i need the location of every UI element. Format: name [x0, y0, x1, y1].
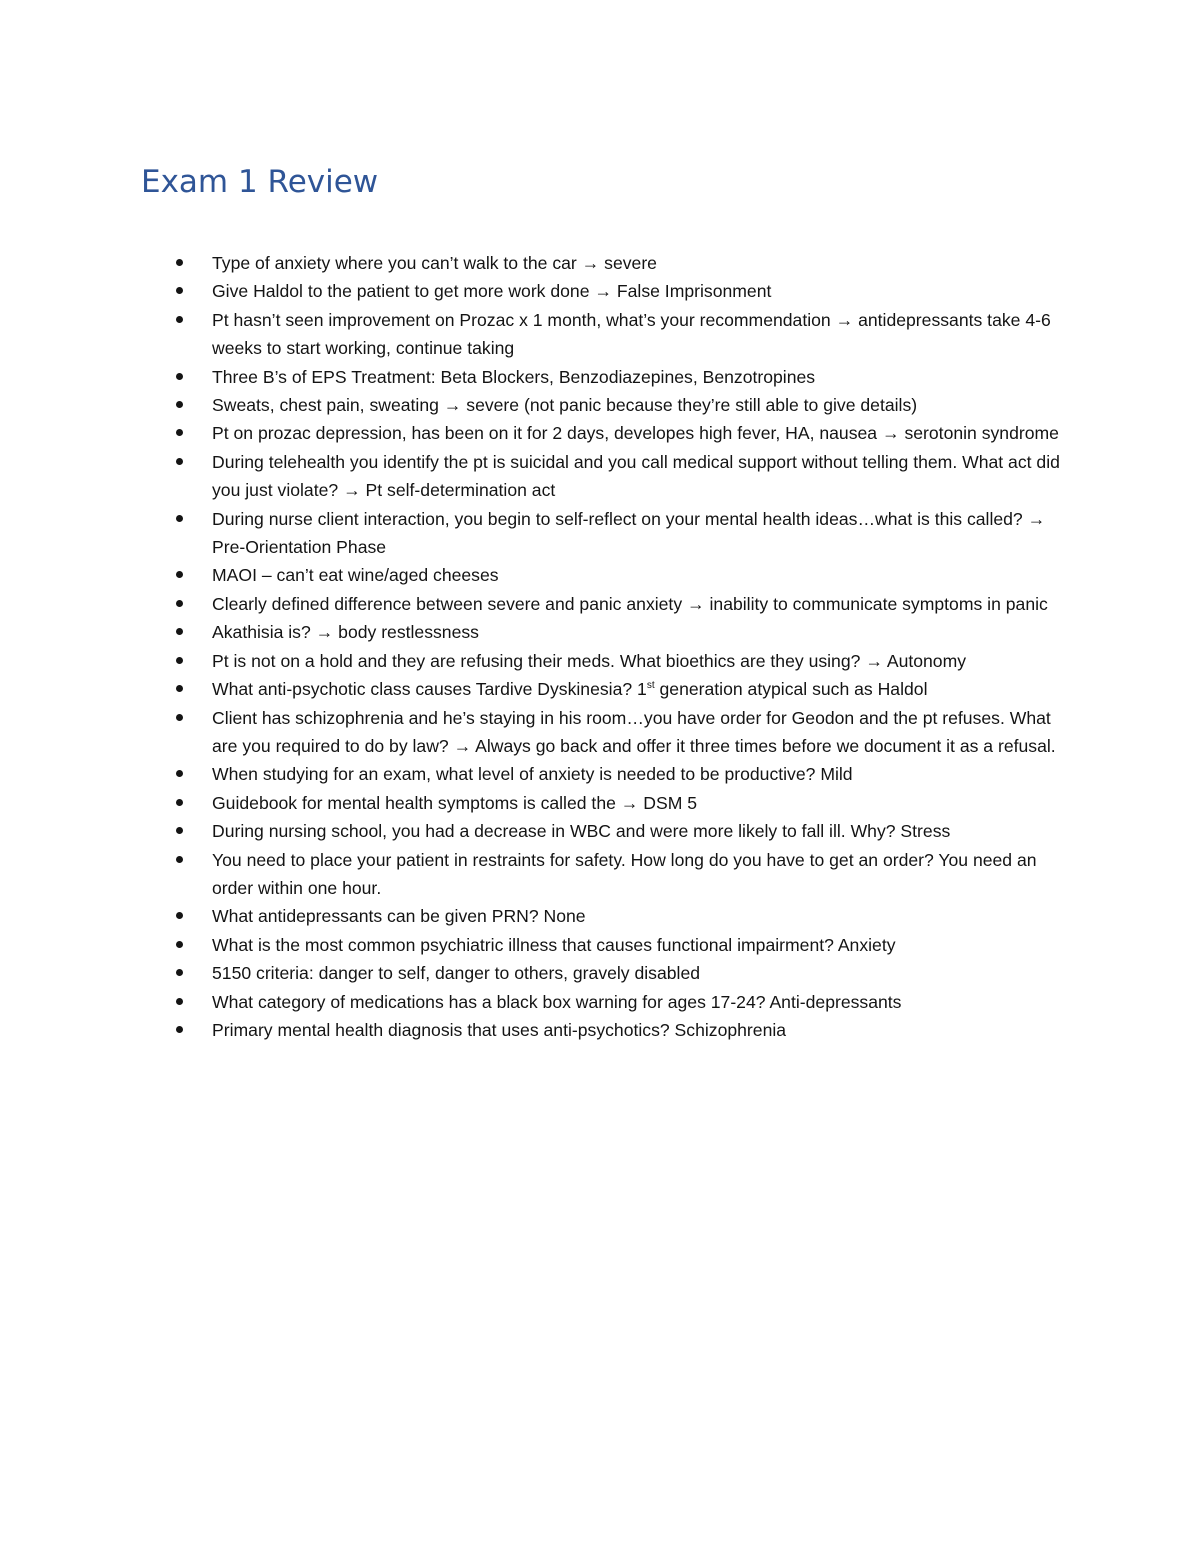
item-answer: Autonomy — [886, 650, 967, 671]
list-item — [212, 448, 1072, 505]
item-question: Pt hasn’t seen improvement on Prozac x 1 month, what’s your recommendation — [212, 309, 831, 330]
list-item — [212, 505, 1072, 562]
list-item — [212, 618, 1072, 646]
item-answer: serotonin syndrome — [904, 423, 1059, 444]
list-item — [212, 590, 1072, 618]
bullet-icon — [176, 429, 183, 436]
list-item — [212, 988, 1072, 1016]
review-list — [212, 249, 1072, 1044]
list-item — [212, 817, 1072, 845]
list-item — [212, 306, 1072, 363]
list-item — [212, 789, 1072, 817]
item-text: When studying for an exam, what level of anxiety is needed to be productive? Mild — [212, 764, 853, 785]
arrow-icon: → — [594, 281, 612, 302]
bullet-icon — [176, 941, 183, 948]
page-title: Exam 1 Review — [141, 164, 379, 200]
arrow-icon: → — [315, 622, 334, 643]
arrow-icon: → — [687, 593, 705, 614]
item-text: Three B’s of EPS Treatment: Beta Blockers, Benzodiazepines, Benzotropines — [212, 366, 816, 387]
bullet-icon — [176, 856, 183, 863]
bullet-icon — [176, 998, 183, 1005]
bullet-icon — [176, 714, 183, 721]
list-item — [212, 1016, 1072, 1044]
item-answer: Pt self-determination act — [365, 480, 556, 501]
item-text: What category of medications has a black box warning for ages 17-24? Anti-depressants — [212, 991, 902, 1012]
arrow-icon: → — [620, 792, 639, 813]
bullet-icon — [176, 969, 183, 976]
item-question: Pt is not on a hold and they are refusing their meds. What bioethics are they using? — [212, 650, 861, 671]
bullet-icon — [176, 373, 183, 380]
list-item — [212, 277, 1072, 305]
item-text: You need to place your patient in restraints for safety. How long do you have to get an order? You need an order within one hour. — [212, 849, 1037, 898]
bullet-icon — [176, 458, 183, 465]
arrow-icon: → — [343, 480, 361, 501]
list-item — [212, 846, 1072, 903]
item-text-start: What anti-psychotic class causes Tardive Dyskinesia? 1 — [212, 679, 647, 700]
list-item — [212, 675, 1072, 703]
item-text: What antidepressants can be given PRN? None — [212, 906, 586, 927]
item-question: Sweats, chest pain, sweating — [212, 395, 439, 416]
bullet-icon — [176, 1026, 183, 1033]
arrow-icon: → — [865, 650, 883, 671]
list-item — [212, 363, 1072, 391]
arrow-icon: → — [835, 309, 854, 330]
list-item — [212, 760, 1072, 788]
item-question: During nurse client interaction, you begin to self-reflect on your mental health ideas…what is this called? — [212, 508, 1023, 529]
item-answer: DSM 5 — [643, 792, 698, 813]
bullet-icon — [176, 259, 183, 266]
item-answer: body restlessness — [338, 622, 479, 643]
item-answer: Always go back and offer it three times before we document it as a refusal. — [475, 735, 1056, 756]
list-item — [212, 902, 1072, 930]
arrow-icon: → — [443, 395, 462, 416]
item-text: Primary mental health diagnosis that uses anti-psychotics? Schizophrenia — [212, 1019, 787, 1040]
list-item — [212, 391, 1072, 419]
bullet-icon — [176, 685, 183, 692]
arrow-icon: → — [453, 735, 472, 756]
bullet-icon — [176, 827, 183, 834]
item-text: 5150 criteria: danger to self, danger to others, gravely disabled — [212, 963, 701, 984]
item-question: Give Haldol to the patient to get more work done — [212, 281, 590, 302]
list-item — [212, 561, 1072, 589]
bullet-icon — [176, 628, 183, 635]
item-question: Guidebook for mental health symptoms is called the — [212, 792, 616, 813]
bullet-icon — [176, 657, 183, 664]
bullet-icon — [176, 912, 183, 919]
item-question: During telehealth you identify the pt is suicidal and you call medical support without telling them. What act did you just violate? — [212, 451, 1060, 501]
item-question: Client has schizophrenia and he’s staying in his room…you have order for Geodon and the pt refuses. What are you required to do by law? — [212, 707, 1051, 756]
item-answer: Pre-Orientation Phase — [212, 537, 387, 558]
bullet-icon — [176, 600, 183, 607]
bullet-icon — [176, 287, 183, 294]
list-item — [212, 704, 1072, 761]
ordinal-suffix: st — [646, 680, 655, 692]
item-answer: severe (not panic because they’re still able to give details) — [466, 395, 918, 416]
bullet-icon — [176, 515, 183, 522]
list-item — [212, 959, 1072, 987]
arrow-icon: → — [881, 423, 900, 444]
bullet-icon — [176, 316, 183, 323]
list-item — [212, 647, 1072, 675]
item-question: Type of anxiety where you can’t walk to the car — [212, 253, 577, 273]
item-answer: severe — [604, 253, 657, 273]
item-text: During nursing school, you had a decrease in WBC and were more likely to fall ill. Why? Stress — [212, 821, 951, 842]
item-answer: antidepressants take 4-6 weeks to start working, continue taking — [212, 309, 1051, 359]
item-text: What is the most common psychiatric illness that causes functional impairment? Anxiety — [212, 934, 896, 955]
bullet-icon — [176, 770, 183, 777]
item-question: Clearly defined difference between severe and panic anxiety — [212, 593, 683, 614]
arrow-icon: → — [581, 253, 600, 273]
list-item — [212, 931, 1072, 959]
bullet-icon — [176, 571, 183, 578]
item-answer: inability to communicate symptoms in panic — [709, 593, 1048, 614]
list-item — [212, 249, 1072, 277]
item-text: MAOI – can’t eat wine/aged cheeses — [212, 565, 499, 586]
bullet-icon — [176, 401, 183, 408]
item-question: Akathisia is? — [212, 622, 311, 643]
bullet-icon — [176, 799, 183, 806]
item-answer: False Imprisonment — [616, 281, 772, 302]
item-text-end: generation atypical such as Haldol — [654, 679, 928, 700]
list-item — [212, 419, 1072, 447]
item-question: Pt on prozac depression, has been on it for 2 days, developes high fever, HA, nausea — [212, 423, 878, 444]
arrow-icon: → — [1027, 508, 1046, 529]
